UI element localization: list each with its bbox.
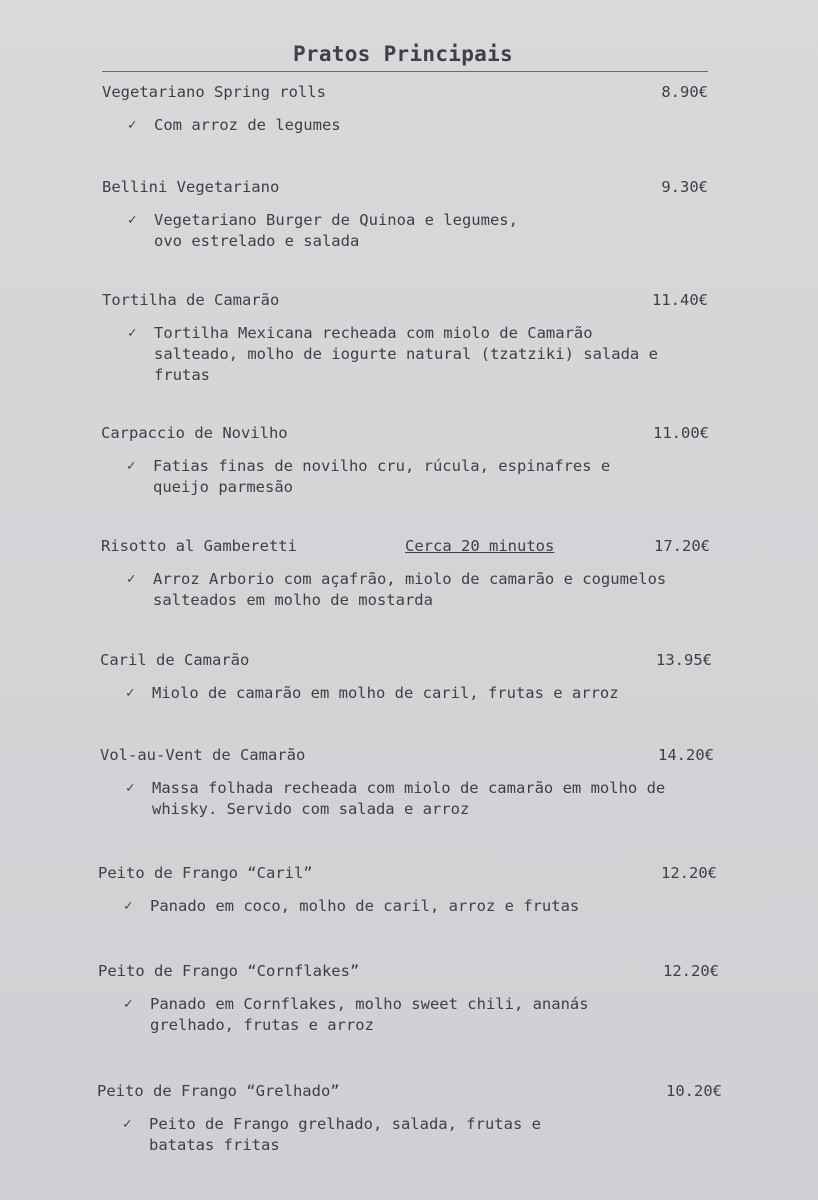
item-description [127, 569, 717, 611]
check-icon: ✓ [128, 212, 137, 228]
description-text: Vegetariano Burger de Quinoa e legumes, ovo estrelado e salada [154, 211, 518, 250]
item-name: Vol-au-Vent de Camarão [100, 746, 306, 764]
check-icon: ✓ [123, 1116, 132, 1132]
prep-time-note: Cerca 20 minutos [405, 537, 555, 555]
check-icon: ✓ [127, 571, 136, 587]
item-description [128, 323, 718, 386]
check-icon: ✓ [126, 780, 135, 796]
item-price: 12.20€ [661, 864, 717, 882]
description-text: Miolo de camarão em molho de caril, frutas e arroz [152, 684, 619, 702]
item-name: Vegetariano Spring rolls [102, 83, 326, 101]
item-price: 11.00€ [653, 424, 709, 442]
item-name: Bellini Vegetariano [102, 178, 280, 196]
check-icon: ✓ [128, 117, 137, 133]
description-text: Fatias finas de novilho cru, rúcula, espinafres e queijo parmesão [153, 457, 611, 496]
item-name: Peito de Frango “Cornflakes” [98, 962, 360, 980]
title-divider [102, 71, 708, 72]
item-price: 17.20€ [654, 537, 710, 555]
item-description [124, 896, 714, 917]
item-description [124, 994, 714, 1036]
item-name: Caril de Camarão [100, 651, 250, 669]
description-text: Tortilha Mexicana recheada com miolo de Camarão salteado, molho de iogurte natural (tzatziki) salada e frutas [154, 324, 658, 384]
item-name: Risotto al Gamberetti [101, 537, 297, 555]
item-price: 14.20€ [658, 746, 714, 764]
description-text: Massa folhada recheada com miolo de camarão em molho de whisky. Servido com salada e arroz [152, 779, 666, 818]
item-price: 9.30€ [661, 178, 708, 196]
menu-title: Pratos Principais [292, 42, 514, 66]
item-description [126, 683, 716, 704]
item-price: 13.95€ [656, 651, 712, 669]
item-description [127, 456, 717, 498]
item-description [123, 1114, 713, 1156]
description-text: Arroz Arborio com açafrão, miolo de camarão e cogumelos salteados em molho de mostarda [153, 570, 667, 609]
item-name: Carpaccio de Novilho [101, 424, 288, 442]
item-description [128, 115, 718, 136]
description-text: Panado em coco, molho de caril, arroz e frutas [150, 897, 580, 915]
check-icon: ✓ [128, 325, 137, 341]
description-text: Com arroz de legumes [154, 116, 341, 134]
item-price: 12.20€ [663, 962, 719, 980]
item-name: Peito de Frango “Grelhado” [97, 1082, 340, 1100]
check-icon: ✓ [127, 458, 136, 474]
description-text: Panado em Cornflakes, molho sweet chili, ananás grelhado, frutas e arroz [150, 995, 589, 1034]
check-icon: ✓ [124, 996, 133, 1012]
item-name: Tortilha de Camarão [102, 291, 280, 309]
item-price: 11.40€ [652, 291, 708, 309]
check-icon: ✓ [124, 898, 133, 914]
item-description [126, 778, 726, 820]
item-price: 8.90€ [661, 83, 708, 101]
check-icon: ✓ [126, 685, 135, 701]
item-name: Peito de Frango “Caril” [98, 864, 313, 882]
item-price: 10.20€ [666, 1082, 722, 1100]
description-text: Peito de Frango grelhado, salada, frutas e batatas fritas [149, 1115, 541, 1154]
item-description [128, 210, 718, 252]
